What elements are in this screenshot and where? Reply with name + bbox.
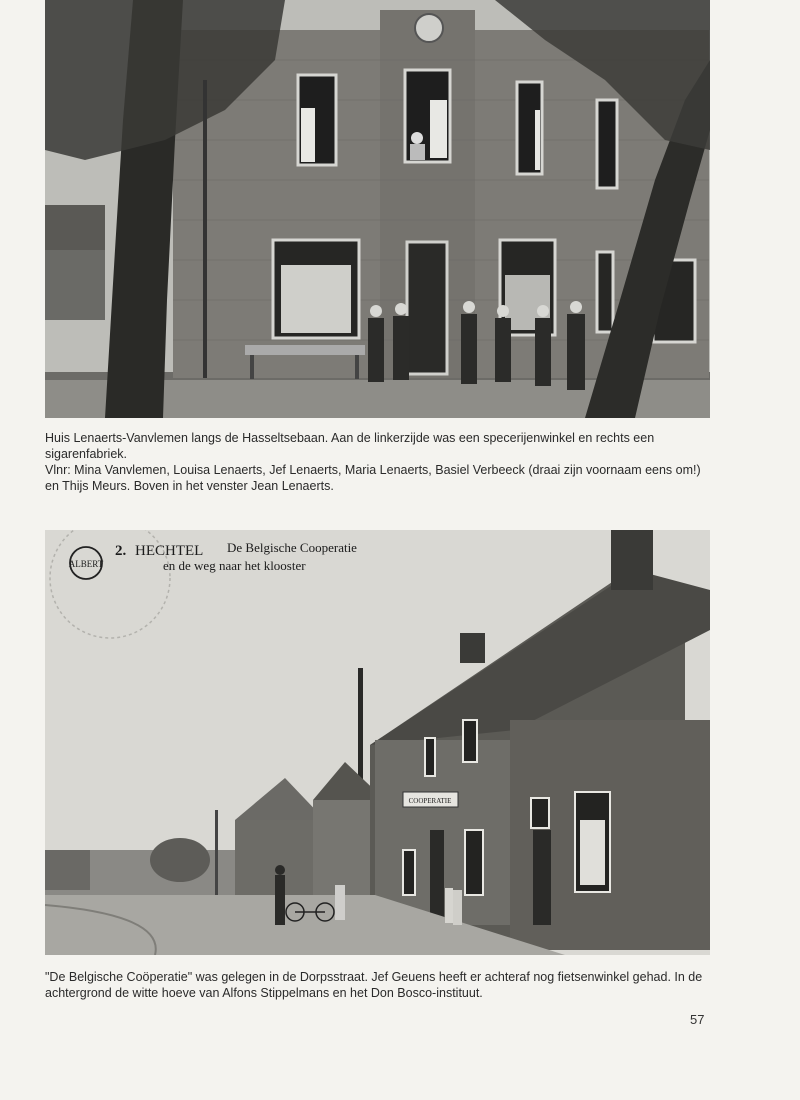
postcard-title-line-1: De Belgische Cooperatie — [227, 540, 357, 555]
postcard-title-line-2: en de weg naar het klooster — [163, 558, 306, 573]
photo-house-lenaerts-vanvlemen — [45, 0, 710, 418]
photo-2-illustration — [45, 530, 710, 955]
photo-belgische-cooperatie-postcard — [45, 530, 710, 955]
caption-2-description: "De Belgische Coöperatie" was gelegen in de Dorpsstraat. Jef Geuens heeft er achteraf nog fietsenwinkel gehad. In de achtergrond de witte hoeve van Alfons Stippelmans en het Don Bosco-instituut. — [45, 970, 703, 1000]
caption-1-people: Vlnr: Mina Vanvlemen, Louisa Lenaerts, Jef Lenaerts, Maria Lenaerts, Basiel Verbeeck (draai zijn voornaam eens om!) en Thijs Meurs. Boven in het venster Jean Lenaerts. — [45, 463, 701, 493]
caption-photo-1 — [45, 430, 710, 494]
shop-sign-text: COOPERATIE — [408, 797, 452, 805]
stamp-text: ALBERT — [68, 559, 104, 569]
page-number: 57 — [690, 1012, 705, 1027]
postcard-number: 2. — [115, 543, 127, 559]
caption-1-description: Huis Lenaerts-Vanvlemen langs de Hasseltsebaan. Aan de linkerzijde was een specerijenwinkel en rechts een sigarenfabriek. — [45, 431, 655, 461]
caption-photo-2 — [45, 969, 710, 1001]
postcard-town: HECHTEL — [135, 543, 204, 559]
photo-1-illustration — [45, 0, 710, 418]
